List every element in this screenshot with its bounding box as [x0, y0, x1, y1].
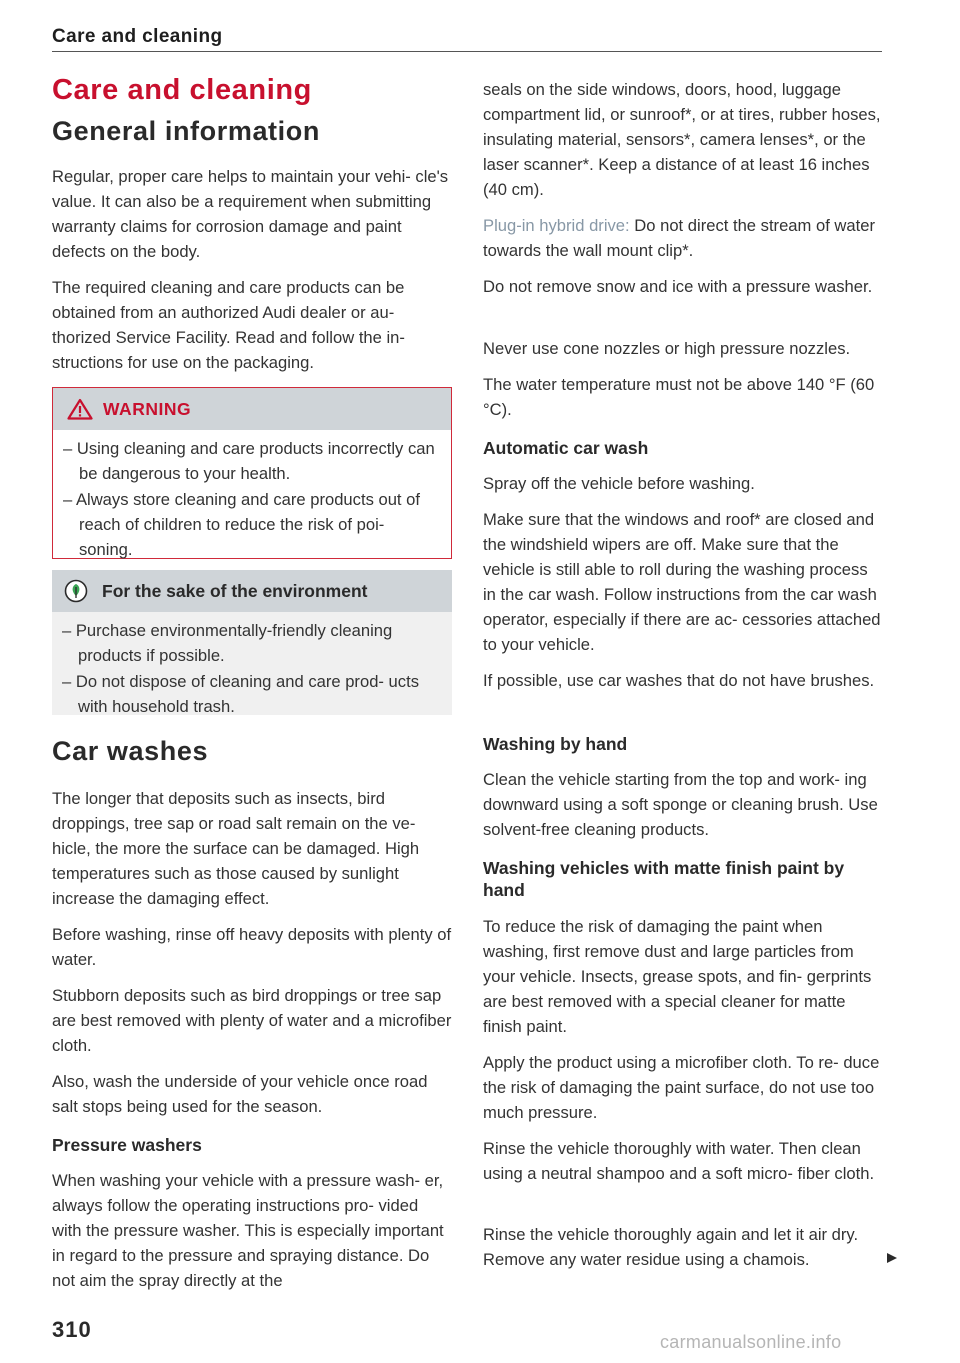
warning-header — [53, 388, 451, 430]
list-item: – Using cleaning and care products incorrectly can be dangerous to your health. — [63, 436, 441, 486]
list-item: – Always store cleaning and care products out of reach of children to reduce the risk of poi- soning. — [63, 487, 441, 562]
paragraph: If possible, use car washes that do not have brushes. — [483, 671, 875, 690]
paragraph: Apply the product using a microfiber cloth. To re- duce the risk of damaging the paint surface, do not use too much pressure. — [483, 1053, 880, 1122]
environment-header — [52, 570, 452, 612]
section-title-car-washes: Car washes — [52, 736, 209, 766]
plug-in-hybrid-label: Plug-in hybrid drive: — [483, 216, 630, 235]
section-title-general-information: General information — [52, 116, 320, 146]
paragraph: Rinse the vehicle thoroughly with water. Then clean using a neutral shampoo and a soft micro- fiber cloth. — [483, 1139, 875, 1183]
paragraph: To reduce the risk of damaging the paint when washing, first remove dust and large particles from your vehicle. Insects, grease spots, and fin- gerprints are best removed with a special cleaner for matte finish paint. — [483, 917, 872, 1036]
running-header: Care and cleaning — [52, 26, 223, 47]
warning-box — [52, 387, 452, 559]
paragraph: Never use cone nozzles or high pressure nozzles. — [483, 339, 851, 358]
page-number: 310 — [52, 1317, 92, 1342]
continue-arrow-icon — [886, 1252, 898, 1264]
paragraph — [483, 213, 883, 263]
warning-list — [53, 430, 451, 573]
paragraph: Stubborn deposits such as bird droppings or tree sap are best removed with plenty of water and a microfiber cloth. — [52, 986, 452, 1055]
list-item: – Purchase environmentally-friendly cleaning products if possible. — [62, 618, 442, 668]
environment-title: For the sake of the environment — [102, 580, 368, 601]
paragraph: seals on the side windows, doors, hood, luggage compartment lid, or sunroof*, or at tires, rubber hoses, insulating material, sensors*, camera lenses*, or the laser scanner*. Keep a distance of at least 16 inches (40 cm). — [483, 80, 881, 199]
paragraph: When washing your vehicle with a pressure wash- er, always follow the operating instructions pro- vided with the pressure washer. This is especially important in regard to the pressure and spraying distance. Do not aim the spray directly at the — [52, 1171, 444, 1290]
subheading-automatic-car-wash: Automatic car wash — [483, 438, 649, 458]
paragraph: Make sure that the windows and roof* are closed and the windshield wipers are off. Make sure that the vehicle is still able to roll during the washing process in the car wash. Follow instructions from the car wash operator, especially if there are ac- cessories attached to your vehicle. — [483, 510, 881, 654]
environment-list — [52, 612, 452, 730]
header-rule — [52, 51, 882, 52]
paragraph: Spray off the vehicle before washing. — [483, 474, 755, 493]
paragraph: The required cleaning and care products can be obtained from an authorized Audi dealer or au- thorized Service Facility. Read and follow the in- structions for use on the packaging. — [52, 278, 405, 372]
subheading-matte-finish: Washing vehicles with matte finish paint by hand — [483, 858, 845, 900]
paragraph: Do not remove snow and ice with a pressure washer. — [483, 277, 873, 296]
paragraph-text: Do not direct the stream of water towards the wall mount clip*. — [483, 216, 875, 260]
paragraph: Clean the vehicle starting from the top and work- ing downward using a soft sponge or cleaning brush. Use solvent-free cleaning products. — [483, 770, 878, 839]
page-title: Care and cleaning — [52, 74, 312, 106]
paragraph: Also, wash the underside of your vehicle once road salt stops being used for the season. — [52, 1072, 428, 1116]
paragraph: The water temperature must not be above 140 °F (60 °C). — [483, 375, 875, 419]
warning-triangle-icon — [67, 398, 93, 420]
subheading-washing-by-hand: Washing by hand — [483, 734, 628, 754]
paragraph: Regular, proper care helps to maintain your vehi- cle's value. It can also be a requirement when submitting warranty claims for corrosion damage and paint defects on the body. — [52, 167, 449, 261]
paragraph: The longer that deposits such as insects, bird droppings, tree sap or road salt remain on the ve- hicle, the more the surface can be damaged. High temperatures such as those caused by sunlight increase the damaging effect. — [52, 789, 420, 908]
paragraph: Rinse the vehicle thoroughly again and let it air dry. Remove any water residue using a chamois. — [483, 1225, 859, 1269]
warning-title: WARNING — [103, 398, 192, 419]
paragraph: Before washing, rinse off heavy deposits with plenty of water. — [52, 925, 452, 969]
leaf-icon — [64, 579, 88, 603]
environment-box — [52, 570, 452, 715]
subheading-pressure-washers: Pressure washers — [52, 1135, 202, 1155]
list-item: – Do not dispose of cleaning and care prod- ucts with household trash. — [62, 669, 442, 719]
watermark: carmanualsonline.info — [660, 1332, 842, 1352]
